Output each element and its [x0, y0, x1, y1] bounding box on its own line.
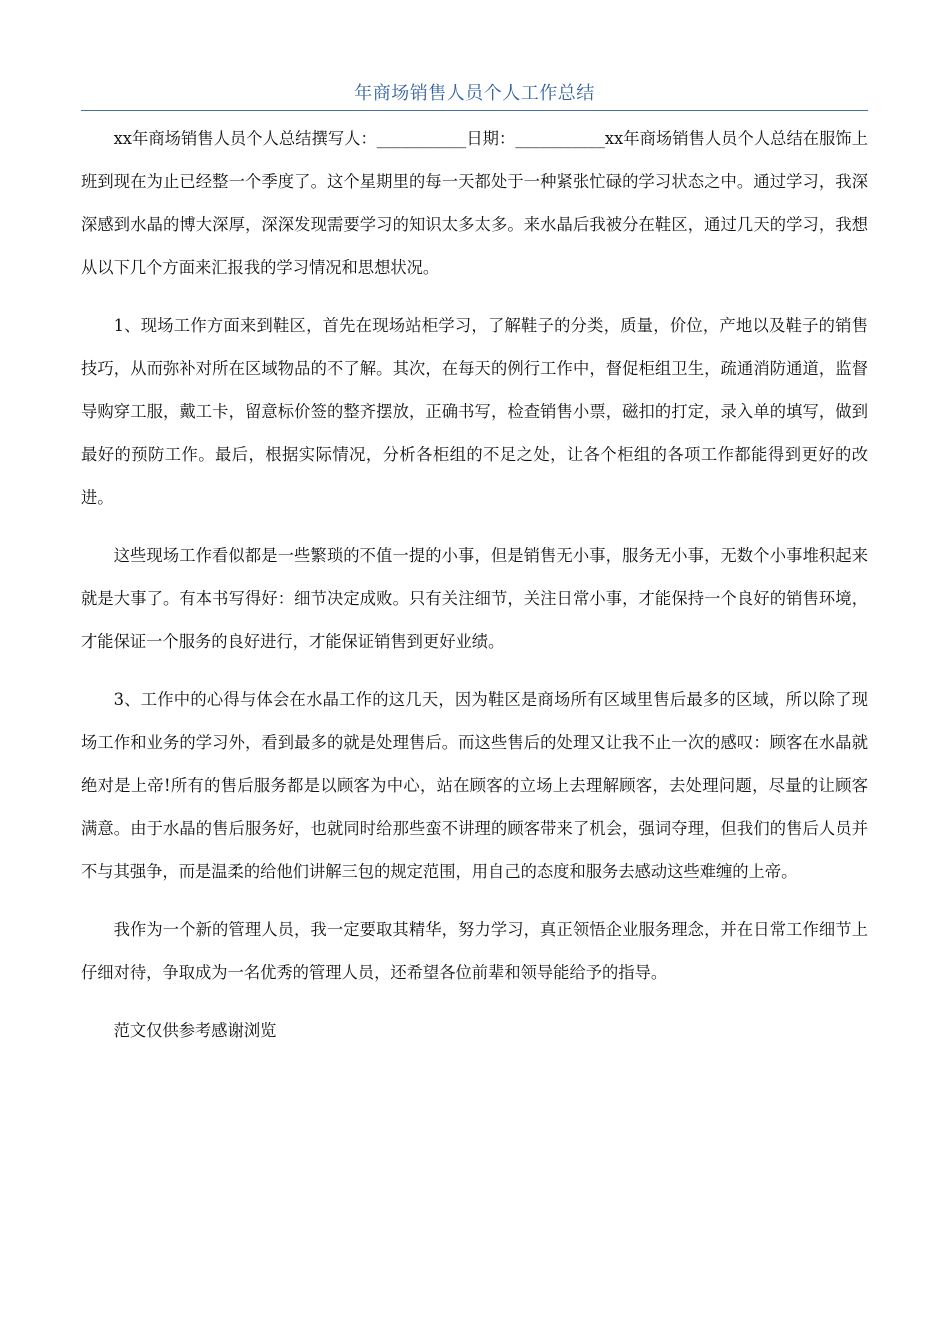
page-header — [81, 80, 868, 111]
paragraph-experience: 3、工作中的心得与体会在水晶工作的这几天，因为鞋区是商场所有区域里售后最多的区域，所以除了现场工作和业务的学习外，看到最多的就是处理售后。而这些售后的处理又让我不止一次的感叹：顾客在水晶就绝对是上帝!所有的售后服务都是以顾客为中心，站在顾客的立场上去理解顾客，去处理问题，尽量的让顾客满意。由于水晶的售后服务好，也就同时给那些蛮不讲理的顾客带来了机会，强词夺理，但我们的售后人员并不与其强争，而是温柔的给他们讲解三包的规定范围，用自己的态度和服务去感动这些难缠的上帝。 — [81, 690, 868, 881]
document-body — [81, 117, 868, 1067]
paragraph-intro: xx年商场销售人员个人总结撰写人：___________日期：___________xx年商场销售人员个人总结在服饰上班到现在为止已经整一个季度了。这个星期里的每一天都处于一种紧张忙碌的学习状态之中。通过学习，我深深感到水晶的博大深厚，深深发现需要学习的知识太多太多。来水晶后我被分在鞋区，通过几天的学习，我想从以下几个方面来汇报我的学习情况和思想状况。 — [81, 129, 868, 277]
paragraph-conclusion: 我作为一个新的管理人员，我一定要取其精华，努力学习，真正领悟企业服务理念，并在日常工作细节上仔细对待，争取成为一名优秀的管理人员，还希望各位前辈和领导能给予的指导。 — [81, 920, 868, 982]
paragraph-details: 这些现场工作看似都是一些繁琐的不值一提的小事，但是销售无小事，服务无小事，无数个小事堆积起来就是大事了。有本书写得好：细节决定成败。只有关注细节，关注日常小事，才能保持一个良好的销售环境，才能保证一个服务的良好进行，才能保证销售到更好业绩。 — [81, 546, 868, 651]
paragraph-footer-note: 范文仅供参考感谢浏览 — [113, 1021, 277, 1040]
header-title: 年商场销售人员个人工作总结 — [354, 83, 595, 104]
paragraph-onsite-work: 1、现场工作方面来到鞋区，首先在现场站柜学习，了解鞋子的分类，质量，价位，产地以及鞋子的销售技巧，从而弥补对所在区域物品的不了解。其次，在每天的例行工作中，督促柜组卫生，疏通消防通道，监督导购穿工服，戴工卡，留意标价签的整齐摆放，正确书写，检查销售小票，磁扣的打定，录入单的填写，做到最好的预防工作。最后，根据实际情况，分析各柜组的不足之处，让各个柜组的各项工作都能得到更好的改进。 — [81, 316, 868, 507]
